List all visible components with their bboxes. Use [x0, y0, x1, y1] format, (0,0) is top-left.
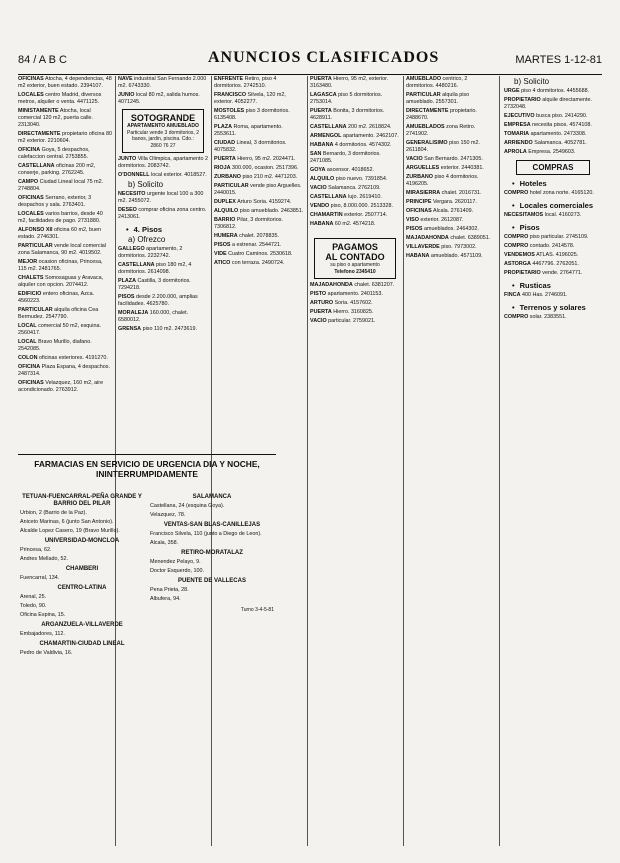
- classified-entry: URGE piso 4 dormitorios. 4455688.: [504, 88, 590, 94]
- classified-entry: PISTO apartamento. 2401153.: [310, 291, 383, 297]
- classified-entry: VIDE Cuatro Caminos. 2530618.: [214, 251, 293, 257]
- classified-entry: EMPRESA necesita pisos. 4574108.: [504, 122, 592, 128]
- classified-entry: PUERTA Bonita, 3 dormitorios. 4628911.: [310, 108, 385, 121]
- classified-entry: NECESITAMOS local. 4160273.: [504, 212, 582, 218]
- pharmacy-item: Albufera, 94.: [150, 596, 181, 602]
- classified-entry: COMPRO contado. 2414578.: [504, 243, 575, 249]
- pharmacy-item: Embajadores, 112.: [20, 631, 65, 637]
- classified-entry: DIRECTAMENTE propietario. 2488670.: [406, 108, 477, 121]
- section-heading: • Terrenos y solares: [512, 304, 602, 311]
- classified-entry: MINISTAMENTE Atocha, local comercial 120 m2, puerta calle. 2313040.: [18, 108, 93, 128]
- column-1: [18, 76, 112, 452]
- classified-entry: JUNTO Villa Olimpica, apartamento 2 dormitorios. 2083742.: [118, 156, 208, 169]
- column-rule: [307, 76, 308, 846]
- pharmacy-item: Alcala, 358.: [150, 540, 179, 546]
- pharmacy-zone: CHAMBERI: [65, 566, 99, 572]
- ad-subheading: APARTAMENTO AMUEBLADO: [127, 123, 199, 129]
- pharmacy-zone: TETUAN-FUENCARRAL-PEÑA GRANDE Y BARRIO DEL PILAR: [22, 494, 142, 507]
- classified-entry: MIRASIERRA chalet. 2016731.: [406, 190, 482, 196]
- classified-entry: HUMERA chalet. 2078835.: [214, 233, 280, 239]
- ad-heading: SOTOGRANDE: [130, 113, 196, 123]
- pharmacy-box: [18, 454, 276, 851]
- classified-entry: VILLAVERDE piso. 7973002.: [406, 244, 477, 250]
- classified-entry: ASTORGA 4467796. 2762051.: [504, 261, 579, 267]
- subsection-label: b) Solicito: [514, 77, 550, 86]
- classified-entry: PARTICULAR vende local comercial zona Salamanca, 90 m2. 4019502.: [18, 243, 106, 256]
- classified-entry: COMPRO piso particular. 2745109.: [504, 234, 589, 240]
- classified-entry: SAN Bernardo, 3 dormitorios. 2471085.: [310, 151, 381, 164]
- classified-entry: PARTICULAR vende piso Arguelles. 2440015.: [214, 183, 302, 196]
- classified-entry: GRENSA piso 110 m2. 2473619.: [118, 326, 198, 332]
- classified-entry: EJECUTIVO busca piso. 2414290.: [504, 113, 588, 119]
- classified-entry: CASTELLANA lujo. 2619410.: [310, 194, 382, 200]
- pharmacy-item: Urbion, 2 (Barrio de la Paz).: [20, 510, 87, 516]
- classified-entry: TOMARIA apartamento. 2473308.: [504, 131, 587, 137]
- classified-entry: LOCAL Bravo Murillo, diafano. 2542085.: [18, 339, 92, 352]
- sotogrande-ad-box: [122, 109, 204, 153]
- classified-entry: ARGUELLES exterior. 2440381.: [406, 165, 484, 171]
- classified-entry: PRINCIPE Vergara. 2620117.: [406, 199, 477, 205]
- classified-entry: CAMPO Ciudad Lineal local 75 m2. 2748804.: [18, 179, 104, 192]
- classified-entry: GOYA ascensor. 4018652.: [310, 167, 374, 173]
- pharmacy-zone: PUENTE DE VALLECAS: [178, 578, 246, 584]
- classified-entry: ARTURO Soria. 4157602.: [310, 300, 373, 306]
- page-header: [18, 48, 602, 75]
- page-label: 84 / A B C: [18, 54, 67, 66]
- classified-entry: HABANA 60 m2. 4574218.: [310, 221, 376, 227]
- pharmacy-item: Fuencarral, 134.: [20, 575, 60, 581]
- ad-body: su piso o apartamento: [330, 262, 380, 268]
- classified-entry: MAJADAHONDA chalet. 6389051.: [406, 235, 491, 241]
- pharmacy-item: Oficina Espina, 15.: [20, 612, 66, 618]
- classified-entry: PISOS a estrenar. 2544721.: [214, 242, 282, 248]
- pharmacy-item: Arenal, 25.: [20, 594, 47, 600]
- classified-entry: EDIFICIO entero oficinas, Azca. 4560223.: [18, 291, 95, 304]
- pharmacy-item: Aniceto Marinas, 6 (junto San Antonio).: [20, 519, 114, 525]
- classified-entry: CASTELLANA 200 m2. 2618824.: [310, 124, 392, 130]
- classified-entry: LAGASCA piso 5 dormitorios. 2753014.: [310, 92, 383, 105]
- pharmacy-item: Menendez Pelayo, 9.: [150, 559, 201, 565]
- classified-entry: ARRIENDO Salamanca. 4052781.: [504, 140, 587, 146]
- pharmacy-item: Castellana, 24 (esquina Goya).: [150, 503, 225, 509]
- pharmacy-zone: VENTAS-SAN BLAS-CANILLEJAS: [163, 522, 261, 528]
- classified-entry: ALFONSO XII oficina 60 m2, buen estado. 2746301.: [18, 227, 102, 240]
- ad-phone: Telefono 2345410: [334, 268, 376, 275]
- column-6: [504, 76, 602, 846]
- pharmacy-footer: Turno 3-4-5-81: [240, 607, 274, 613]
- classified-entry: COMPRO hotel zona norte. 4165120.: [504, 190, 594, 196]
- pharmacy-item: Pedro de Valdivia, 16.: [20, 650, 73, 656]
- classified-entry: ATICO con terraza. 2490724.: [214, 260, 285, 266]
- classified-entry: PUERTA Hierro. 3160825.: [310, 309, 374, 315]
- classified-entry: DIRECTAMENTE propietario oficina 80 m2 exterior. 2210604.: [18, 131, 112, 144]
- classified-entry: VACIO particular. 2759021.: [310, 318, 376, 324]
- pharmacy-item: Francisco Silvela, 110 (junto a Diego de Leon).: [150, 531, 262, 537]
- classified-entry: APROLA Empresa. 2549603.: [504, 149, 576, 155]
- classified-entry: LOCALES centro Madrid, diversos metros, alquiler o venta. 4471125.: [18, 92, 102, 105]
- classified-entry: ALQUILO piso nuevo. 7391854.: [310, 176, 388, 182]
- pharmacy-item: Velazquez, 78.: [150, 512, 186, 518]
- pharmacy-item: Princesa, 62.: [20, 547, 52, 553]
- classified-entry: GALLEGO apartamento, 2 dormitorios. 2232742.: [118, 246, 183, 259]
- issue-date: MARTES 1-12-81: [515, 54, 602, 66]
- section-heading: • Pisos: [512, 224, 602, 231]
- compras-heading: COMPRAS: [516, 160, 590, 175]
- classified-entry: OFICINAS Serrano, exterior, 3 despachos y sala. 2763401.: [18, 195, 92, 208]
- classified-entry: ARMENGOL apartamento. 2462107.: [310, 133, 399, 139]
- pharmacy-zone: UNIVERSIDAD-MONCLOA: [44, 538, 120, 544]
- pharmacy-item: Andres Mellado, 52.: [20, 556, 68, 562]
- classified-entry: NAVE industrial San Fernando 2.000 m2. 6743330.: [118, 76, 207, 89]
- column-5: [406, 76, 496, 846]
- classified-entry: CHALETS Somosaguas y Aravaca, alquiler con opcion. 2074412.: [18, 275, 104, 288]
- classified-entry: VACIO Salamanca. 2762109.: [310, 185, 381, 191]
- ad-subheading: AL CONTADO: [325, 252, 385, 262]
- classified-entry: VENDO piso, 8.000.000. 2513328.: [310, 203, 394, 209]
- pharmacy-title: FARMACIAS EN SERVICIO DE URGENCIA DIA Y NOCHE, ININTERRUMPIDAMENTE: [34, 459, 260, 479]
- classified-entry: DUPLEX Arturo Soria. 4159274.: [214, 199, 292, 205]
- pharmacy-item: Doctor Esquerdo, 100.: [150, 568, 204, 574]
- column-rule: [403, 76, 404, 846]
- classified-entry: COMPRO solar. 2383551.: [504, 314, 567, 320]
- pharmacy-zone: ARGANZUELA-VILLAVERDE: [41, 622, 123, 628]
- classified-entry: VENDEMOS ATLAS. 4196025.: [504, 252, 579, 258]
- column-4: [310, 76, 400, 846]
- classified-entry: PARTICULAR alquila piso amueblado. 2557301.: [406, 92, 470, 105]
- classified-entry: LOCAL comercial 50 m2, esquina. 2560417.: [18, 323, 101, 336]
- pharmacy-right-column: [150, 491, 274, 851]
- classified-entry: MORALEJA 160.000, chalet. 6580012.: [118, 310, 189, 323]
- section-heading: • 4. Pisos: [126, 226, 208, 233]
- classified-entry: COLON oficinas exteriores. 4191270.: [18, 355, 108, 361]
- classified-entry: PISOS amueblados. 2464302.: [406, 226, 479, 232]
- classified-entry: OFICINA Plaza Espana, 4 despachos. 2487314.: [18, 364, 110, 377]
- classified-entry: OFICINAS Velazquez, 160 m2, aire acondicionado. 2763912.: [18, 380, 104, 393]
- classified-entry: PROPIETARIO vende. 2764771.: [504, 270, 583, 276]
- pharmacy-zone: RETIRO-MORATALAZ: [181, 550, 243, 556]
- column-rule: [499, 76, 500, 846]
- classified-entry: PUERTA Hierro, 95 m2. 2024471.: [214, 156, 296, 162]
- classified-entry: CASTELLANA oficinas 200 m2, conserje, parking. 2762245.: [18, 163, 96, 176]
- pharmacy-zone: CHAMARTIN-CIUDAD LINEAL: [39, 641, 125, 647]
- classified-entry: PISOS desde 2.200.000, amplias facilidades. 4625780.: [118, 294, 198, 307]
- column-2: [118, 76, 208, 452]
- classified-entry: JUNIO local 80 m2, salida humos. 4071245.: [118, 92, 200, 105]
- classified-entry: AMUEBLADO centrico, 2 dormitorios. 4480216.: [406, 76, 468, 89]
- classified-entry: OFICINA Goya, 5 despachos, calefaccion central. 2753855.: [18, 147, 90, 160]
- classified-entry: FINCA 400 Has. 2746091.: [504, 292, 568, 298]
- classified-entry: GENERALISIMO piso 150 m2. 2611804.: [406, 140, 481, 153]
- classified-entry: OFICINAS Atocha, 4 dependencias, 48 m2 exterior, buen estado. 2394107.: [18, 76, 112, 89]
- classified-entry: OFICINAS Alcala. 2761409.: [406, 208, 474, 214]
- classified-entry: RIOJA 300.000, ocasion. 2517396.: [214, 165, 299, 171]
- classified-entry: ENFRENTE Retiro, piso 4 dormitorios. 2742510.: [214, 76, 277, 89]
- classified-entry: O'DONNELL local exterior. 4018527.: [118, 172, 207, 178]
- pharmacy-zone: CENTRO-LATINA: [57, 585, 107, 591]
- pharmacy-item: Toledo, 90.: [20, 603, 47, 609]
- classified-entry: BARRIO Pilar, 3 dormitorios. 7306812.: [214, 217, 283, 230]
- pharmacy-item: Pena Prieta, 28.: [150, 587, 189, 593]
- classified-entry: PLAZA Castilla, 3 dormitorios. 7294218.: [118, 278, 191, 291]
- classified-entry: CIUDAD Lineal, 3 dormitorios. 4075832.: [214, 140, 287, 153]
- classified-entry: VACIO San Bernardo. 2471305.: [406, 156, 483, 162]
- classified-entry: NECESITO urgente local 100 a 300 m2. 2455072.: [118, 191, 204, 204]
- classified-entry: LOCALES varios barrios, desde 40 m2, facilidades de pago. 2731880.: [18, 211, 103, 224]
- classified-entry: ZURBANO piso 210 m2. 4471203.: [214, 174, 298, 180]
- classified-entry: FRANCISCO Silvela, 120 m2, exterior. 4052277.: [214, 92, 286, 105]
- ad-body: Particular vende 3 dormitorios, 2 banos, jardin, piscina. Cdo.: 2860 76 27: [127, 129, 199, 149]
- section-title: ANUNCIOS CLASIFICADOS: [208, 49, 440, 66]
- classified-entry: PROPIETARIO alquile directamente. 2732048.: [504, 97, 592, 110]
- classified-entry: VISO exterior. 2612087.: [406, 217, 464, 223]
- section-heading: • Rusticas: [512, 282, 602, 289]
- classified-entry: HABANA 4 dormitorios. 4574302.: [310, 142, 392, 148]
- pharmacy-item: Alcalde Lopez Casero, 19 (Bravo Murillo).: [20, 528, 120, 534]
- classified-entry: HABANA amueblado. 4571109.: [406, 253, 483, 259]
- classified-entry: MOSTOLES piso 3 dormitorios. 6135408.: [214, 108, 290, 121]
- subsection-label: b) Solicito: [128, 180, 164, 189]
- classified-entry: PARTICULAR alquila oficina Cea Bermudez. 2547790.: [18, 307, 99, 320]
- column-3: [214, 76, 304, 452]
- classified-entry: ALQUILO piso amueblado. 2463851.: [214, 208, 304, 214]
- pharmacy-zone: SALAMANCA: [192, 494, 232, 500]
- classified-entry: DESEO comprar oficina zona centro. 2413061.: [118, 207, 207, 220]
- subsection-label: a) Ofrezco: [128, 235, 166, 244]
- pagamos-ad-box: [314, 238, 396, 279]
- classified-entry: AMUEBLADOS zona Retiro. 2741902.: [406, 124, 476, 137]
- section-heading: • Hoteles: [512, 180, 602, 187]
- section-heading: • Locales comerciales: [512, 202, 602, 209]
- classified-entry: ZURBANO piso 4 dormitorios. 4196205.: [406, 174, 479, 187]
- classified-entry: CASTELLANA piso 180 m2, 4 dormitorios. 2614098.: [118, 262, 192, 275]
- classified-entry: PLAZA Roma, apartamento. 2553611.: [214, 124, 283, 137]
- classified-entry: PUERTA Hierro, 95 m2, exterior. 3163480.: [310, 76, 389, 89]
- ad-heading: PAGAMOS: [332, 242, 378, 252]
- pharmacy-left-column: [20, 491, 144, 851]
- classified-entry: MAJADAHONDA chalet. 6381207.: [310, 282, 395, 288]
- classified-entry: MEJOR ocasion oficinas, Princesa, 115 m2. 2481765.: [18, 259, 103, 272]
- classified-entry: CHAMARTIN exterior. 2507714.: [310, 212, 388, 218]
